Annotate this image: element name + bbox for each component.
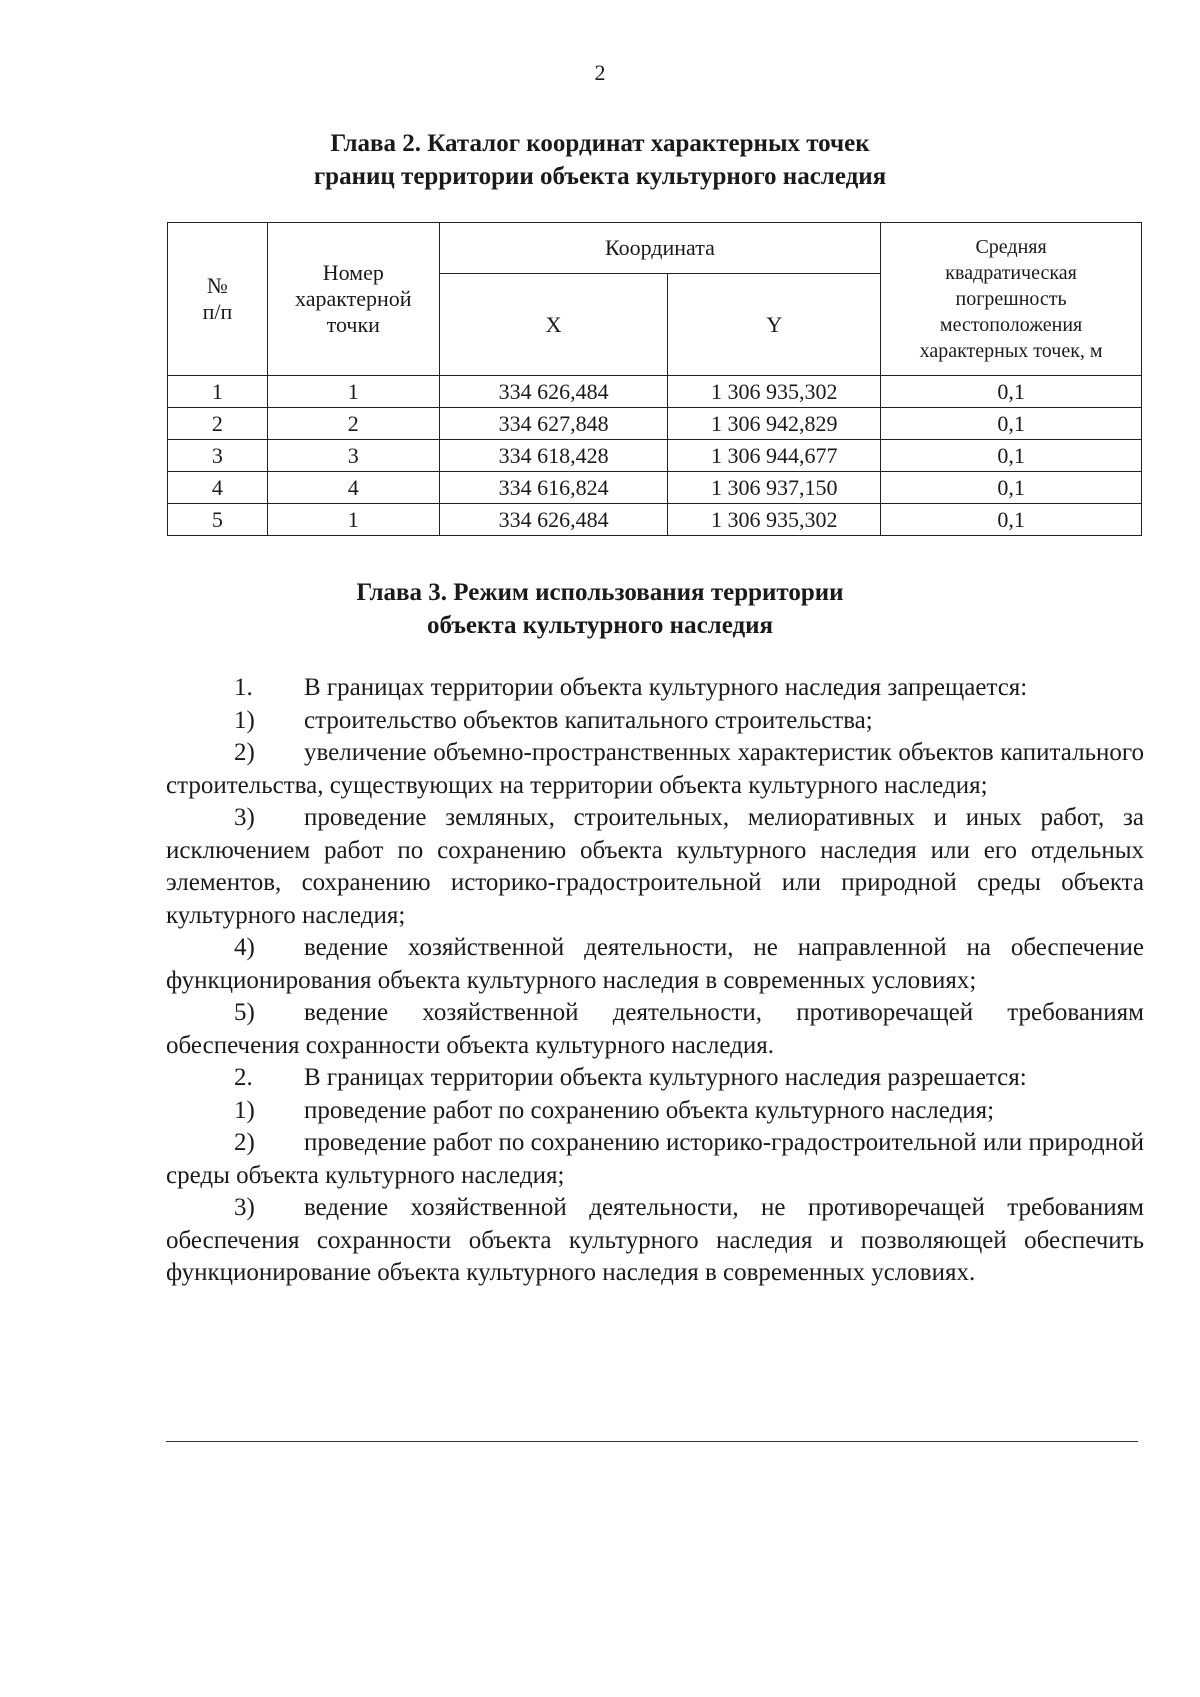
cell-x: 334 616,824 [439,472,668,504]
table-row [168,472,1142,504]
page-number: 2 [594,60,606,85]
cell-num: 2 [168,408,268,440]
table-row [168,504,1142,536]
table-row [168,408,1142,440]
coordinates-table [167,222,1142,536]
paragraph-text: проведение работ по сохранению историко-градостроительной или природной среды объекта культурного наследия; [166,1129,1144,1189]
chapter-3-title [0,576,1200,642]
cell-x: 334 627,848 [439,408,668,440]
table-row [168,376,1142,408]
footer-divider [166,1441,1138,1442]
paragraph-number: 4) [234,934,255,961]
chapter-3-title-line-2: объекта культурного наследия [426,612,774,639]
cell-error: 0,1 [881,376,1142,408]
paragraph-text: ведение хозяйственной деятельности, противоречащей требованиям обеспечения сохранности объекта культурного наследия. [166,999,1144,1059]
header-coordinate: Координата [439,223,880,274]
cell-num: 3 [168,440,268,472]
cell-error: 0,1 [881,504,1142,536]
header-y: Y [668,274,881,376]
paragraph-number: 5) [234,999,255,1026]
cell-point: 2 [267,408,439,440]
paragraph-number: 1) [234,1096,255,1124]
cell-error: 0,1 [881,472,1142,504]
paragraph [166,1062,1144,1095]
regime-body-text [166,672,1144,1290]
cell-point: 4 [267,472,439,504]
cell-num: 4 [168,472,268,504]
paragraph-number: 2. [234,1064,253,1091]
header-num: № п/п [168,223,268,376]
paragraph-text: В границах территории объекта культурного наследия запрещается: [304,674,1028,701]
chapter-3-title-line-1: Глава 3. Режим использования территории [356,579,844,606]
paragraph-number: 1) [234,706,255,734]
paragraph [166,932,1144,997]
paragraph-number: 3) [234,804,255,831]
paragraph-number: 2) [234,739,255,766]
table-row [168,440,1142,472]
paragraph [166,997,1144,1062]
paragraph-text: проведение работ по сохранению объекта культурного наследия; [304,1096,995,1124]
cell-x: 334 626,484 [439,376,668,408]
paragraph [166,1127,1144,1192]
paragraph-number: 1. [234,674,253,701]
paragraph [166,705,1144,738]
chapter-2-title-line-2: границ территории объекта культурного наследия [313,163,887,190]
cell-point: 3 [267,440,439,472]
header-point-number: Номер характерной точки [267,223,439,376]
header-mean-square-error: Средняя квадратическая погрешность местоположения характерных точек, м [881,223,1142,376]
chapter-2-title-line-1: Глава 2. Каталог координат характерных точек [330,130,870,157]
cell-y: 1 306 935,302 [668,504,881,536]
paragraph-text: ведение хозяйственной деятельности, не противоречащей требованиям обеспечения сохранности объекта культурного наследия и позволяющей обеспечить функционирование объекта культурного наследия в современных условиях. [166,1194,1144,1286]
header-x: X [439,274,668,376]
cell-point: 1 [267,504,439,536]
paragraph-text: строительство объектов капитального строительства; [304,706,873,734]
cell-x: 334 626,484 [439,504,668,536]
paragraph [166,672,1144,705]
cell-y: 1 306 944,677 [668,440,881,472]
cell-y: 1 306 935,302 [668,376,881,408]
paragraph [166,1095,1144,1128]
cell-num: 1 [168,376,268,408]
cell-y: 1 306 937,150 [668,472,881,504]
paragraph [166,802,1144,932]
cell-error: 0,1 [881,408,1142,440]
paragraph-number: 3) [234,1194,255,1221]
paragraph-text: увеличение объемно-пространственных характеристик объектов капитального строительства, существующих на территории объекта культурного наследия; [166,739,1144,799]
paragraph-number: 2) [234,1129,255,1156]
cell-error: 0,1 [881,440,1142,472]
paragraph [166,1192,1144,1290]
cell-point: 1 [267,376,439,408]
paragraph-text: проведение земляных, строительных, мелиоративных и иных работ, за исключением работ по сохранению объекта культурного наследия или его отдельных элементов, сохранению историко-градостроительной или природной среды объекта культурного наследия; [166,804,1144,929]
paragraph [166,737,1144,802]
chapter-2-title [0,127,1200,193]
cell-num: 5 [168,504,268,536]
cell-y: 1 306 942,829 [668,408,881,440]
paragraph-text: В границах территории объекта культурного наследия разрешается: [304,1064,1027,1091]
paragraph-text: ведение хозяйственной деятельности, не направленной на обеспечение функционирования объекта культурного наследия в современных условиях; [166,934,1144,994]
cell-x: 334 618,428 [439,440,668,472]
